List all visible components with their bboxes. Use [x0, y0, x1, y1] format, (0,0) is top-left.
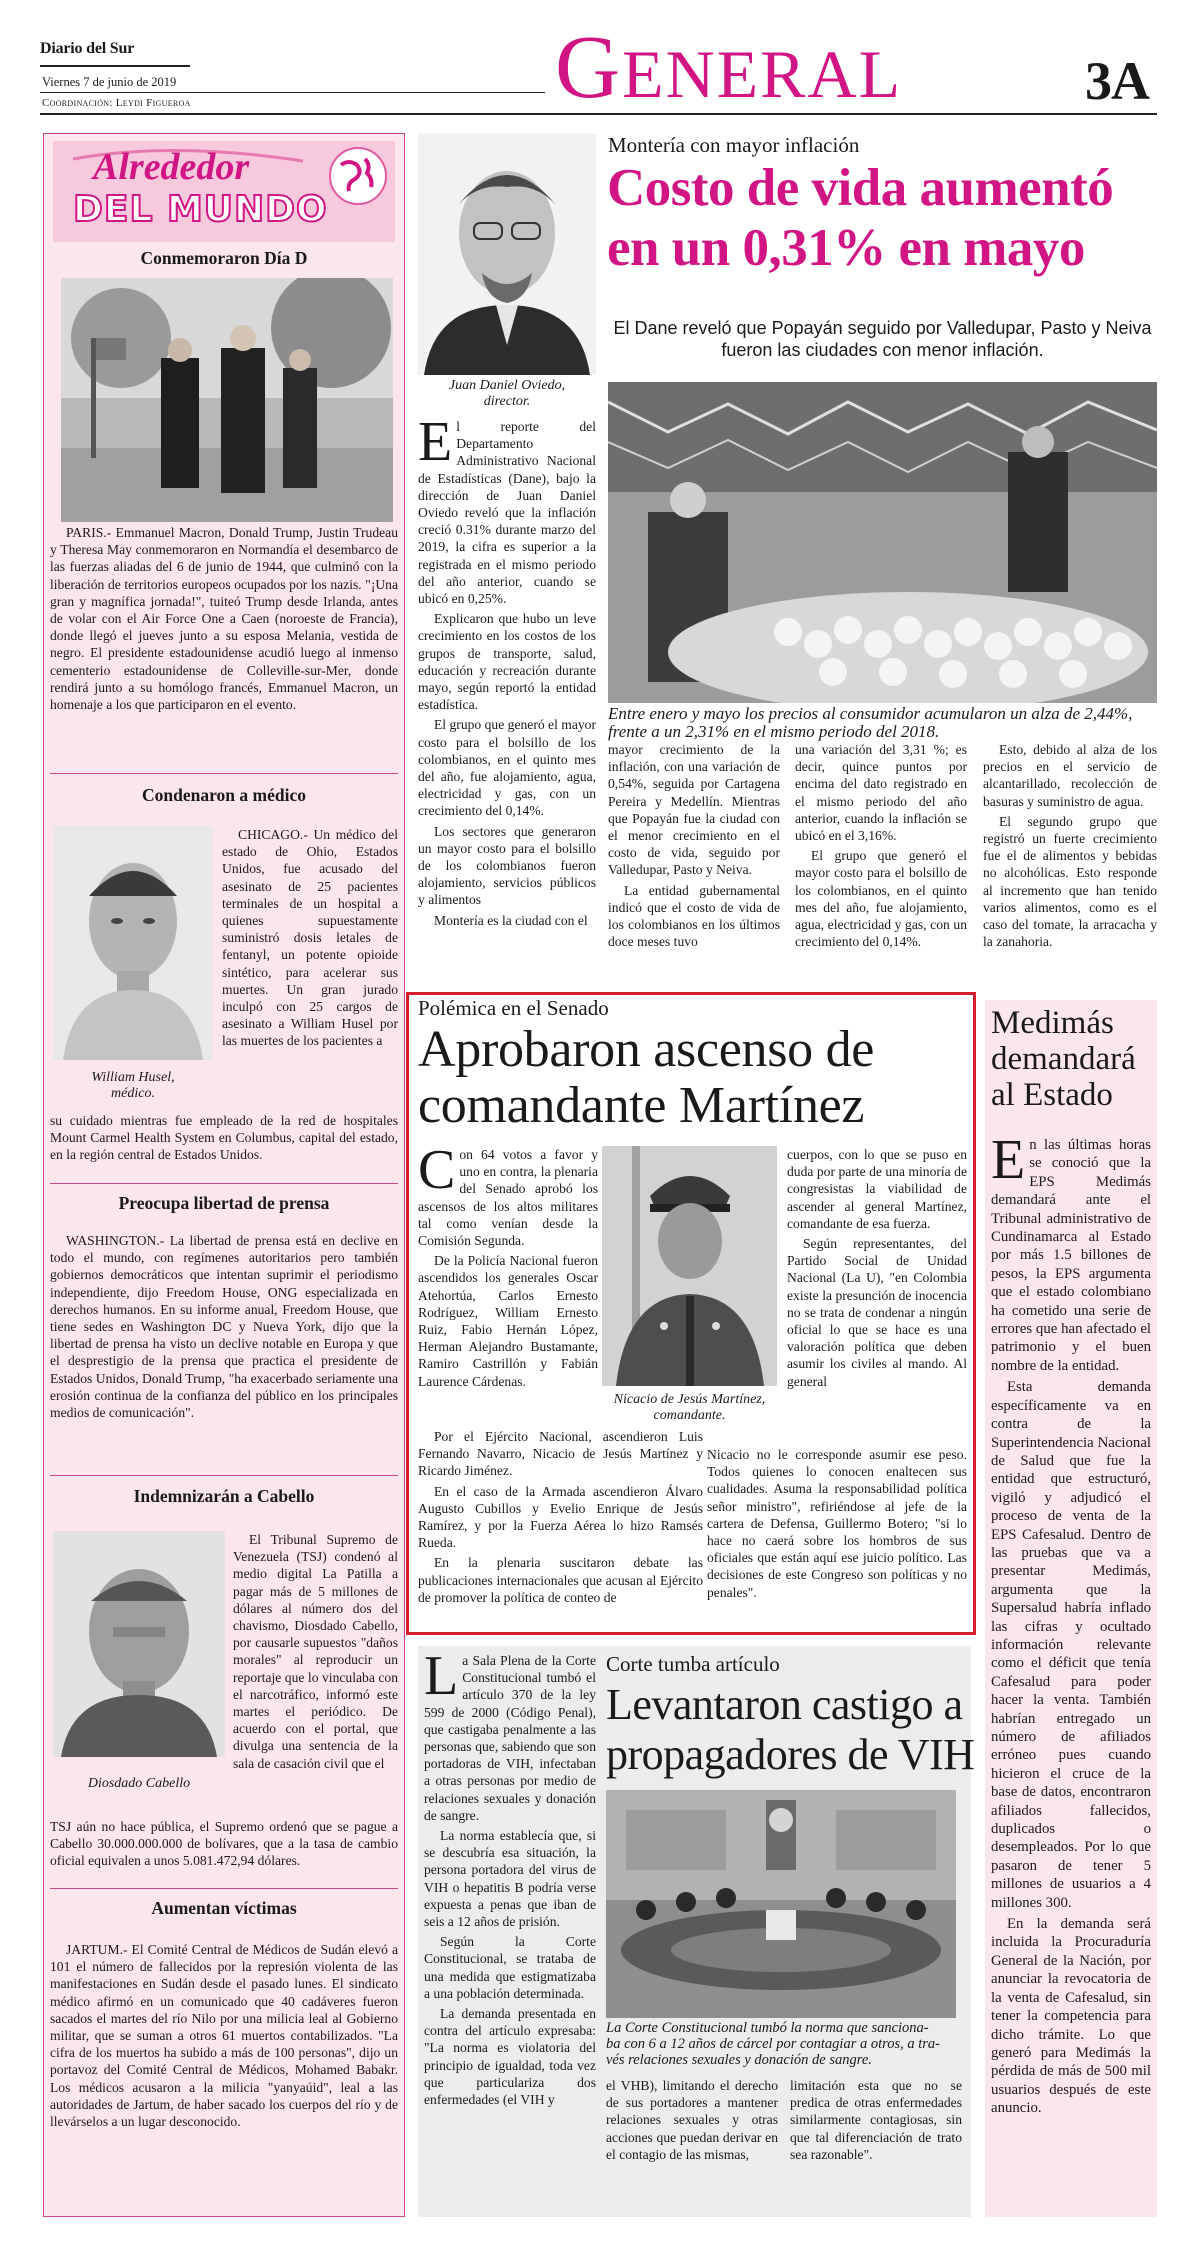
medimas-headline-line3: al Estado	[991, 1077, 1113, 1113]
doctor-photo	[53, 826, 213, 1060]
lead-col3-p2: El grupo que generó el mayor costo para el bolsillo de los colombianos, en el quinto mes del año, fue alojamiento, agua, electricidad y gas, con un crecimiento del 0,14%.	[795, 848, 967, 950]
sidebar-divider	[50, 1183, 398, 1184]
market-photo	[608, 382, 1157, 703]
section-heading-doctor: Condenaron a médico	[142, 785, 306, 805]
vih-col1-p3: Según la Corte Constitucional, se trataba de una medida que estigmatizaba a una población determinada.	[424, 1934, 596, 2001]
section-title-initial: G	[555, 18, 622, 117]
medimas-headline-line1: Medimás	[991, 1005, 1114, 1041]
medimas-dropcap: E	[991, 1129, 1026, 1191]
lead-col-4	[983, 741, 1157, 953]
masthead-name: Diario del Sur	[40, 40, 135, 57]
lead-deck	[608, 317, 1157, 361]
senate-headline-line1: Aprobaron ascenso de	[418, 1021, 875, 1078]
medimas-headline	[991, 1005, 1136, 1113]
director-caption	[418, 378, 596, 410]
vih-headline	[606, 1680, 974, 1780]
general-photo	[602, 1146, 777, 1386]
market-caption-line1: Entre enero y mayo los precios al consumidor acumularon un alza de 2,44%,	[608, 704, 1133, 723]
senate-col3-p2: Según representantes, del Partido Social de Unidad Nacional (La U), "en Colombia existe la presunción de inocencia no se trata de condenar a ningún oficial lo que se hace es una valoración política que deben asumir los civiles al mando. Al general	[787, 1236, 967, 1389]
court-caption-line2: ba con 6 a 12 años de cárcel por contagiar a otros, a tra-	[606, 2036, 941, 2052]
cabello-body-full: TSJ aún no hace pública, el Supremo ordenó que se pague a Cabello 30.000.000.000 de bolívares, que a la tasa de cambio oficial equivalen a unos 5.081.472,94 dólares.	[50, 1819, 398, 1869]
doctor-article-side	[222, 826, 398, 1053]
senate-col-1-wide	[418, 1428, 703, 1609]
lead-col-3	[795, 741, 967, 953]
section-heading-cabello: Indemnizarán a Cabello	[133, 1486, 315, 1506]
sidebar-divider	[50, 1888, 398, 1889]
sidebar-divider	[50, 1475, 398, 1476]
lead-col2-p1: mayor crecimiento de la inflación, con una variación de 0,54%, seguida por Cartagena Pereira y Medellín. Mientras que Popayán fue la ciudad con el menor crecimiento en el costo de vida, seguido por Valledupar, Pasto y Neiva.	[608, 742, 780, 878]
masthead-rule	[40, 65, 190, 67]
senate-col2-p1: Nicacio no le corresponde asumir ese peso. Todos quienes lo conocen enaltecen sus cualidades. Asuma la responsabilidad política señor ministro", refiriéndose al jefe de la cartera de Defensa, Guillermo Botero; "si lo hace no caerá sobre los hombros de sus oficiales que están aquí ese juicio político. Las decisiones de este Congreso son políticas y no penales".	[707, 1447, 967, 1600]
cabello-photo-caption: Diosdado Cabello	[87, 1776, 191, 1791]
senate-col-3	[787, 1146, 967, 1393]
vih-dropcap: L	[424, 1645, 459, 1707]
court-photo	[606, 1790, 956, 2018]
lead-col1-p4: Los sectores que generaron un mayor costo para el bolsillo de los colombianos fueron alojamiento, servicios públicos y alimentos	[418, 823, 596, 908]
senate-col1-p1: on 64 votos a favor y uno en contra, la plenaria del Senado aprobó los ascensos de los altos militares tal como venían desde la Comisión Segunda.	[418, 1147, 598, 1249]
senate-col1-p5: En la plenaria suscitaron debate las publicaciones internacionales que acusan al Ejército de promover la política de conteo de	[418, 1555, 703, 1605]
director-caption-role: director.	[483, 394, 531, 409]
lead-headline	[607, 158, 1113, 278]
vih-headline-line1: Levantaron castigo a	[606, 1680, 963, 1729]
lead-col3-p1: una variación del 3,31 %; es decir, quince puntos por encima del dato registrado en el mismo periodo del año anterior, cuando la inflación se ubicó en el 3,16%.	[795, 742, 967, 844]
lead-dropcap: E	[418, 411, 453, 473]
general-photo-caption	[602, 1392, 777, 1424]
sudan-body: JARTUM.- El Comité Central de Médicos de Sudán elevó a 101 el número de fallecidos por la represión violenta de las manifestaciones en Sudán desde el pasado lunes. El sindicato médico afirmó en un comunicado que 40 cadáveres fueron sacados el martes del río Nilo por una milicia leal al Gobierno militar, que se suman a otros 61 muertos contabilizados. "La cifra de los muertos ha subido a más de 100 personas", dijo un portavoz del Comité Central de Médicos, Mohamed Babakr. Los médicos acusaron a la milicia "yanyaúid", leal a las autoridades de Jartum, de haber sacado los cuerpos del río y de llevárselos a un lugar desconocido.	[50, 1942, 398, 2130]
section-title	[555, 18, 903, 117]
senate-headline-line2: comandante Martínez	[418, 1077, 865, 1134]
vih-col-3	[790, 2077, 962, 2166]
dday-article	[50, 524, 398, 716]
court-photo-caption	[606, 2020, 962, 2068]
vih-kicker: Corte tumba artículo	[606, 1652, 780, 1676]
vih-col3-p1: limitación esta que no se predica de otras enfermedades similarmente contagiosas, sin que tal diferenciación de trato sea razonable".	[790, 2078, 962, 2162]
banner-bottom-text: DEL MUNDO	[73, 189, 328, 230]
general-caption-role: comandante.	[653, 1408, 726, 1423]
banner-top-text: Alrededor	[93, 146, 250, 188]
general-caption-name: Nicacio de Jesús Martínez,	[613, 1392, 766, 1407]
lead-deck-line1: El Dane reveló que Popayán seguido por Valledupar, Pasto y Neiva	[613, 318, 1152, 338]
section-heading-sudan: Aumentan víctimas	[151, 1898, 297, 1918]
cabello-photo	[53, 1531, 225, 1757]
doctor-article-full	[50, 1112, 398, 1167]
senate-kicker: Polémica en el Senado	[418, 996, 609, 1020]
issue-date: Viernes 7 de junio de 2019	[42, 75, 177, 89]
lead-col4-p2: El segundo grupo que registró un fuerte crecimiento fue el de alimentos y bebidas no alcohólicas. Esto responde al incremento que han tenido varios alimentos, como es el caso del tomate, la arracacha y la zanahoria.	[983, 813, 1157, 950]
vih-col1-p1: a Sala Plena de la Corte Constitucional tumbó el artículo 370 de la ley 599 de 2000 (Código Penal), que castigaba penalmente a las personas que, sabiendo que son portadoras de VIH, infectaban a otras personas por medio de relaciones sexuales y donación de sangre.	[424, 1653, 596, 1823]
lead-kicker: Montería con mayor inflación	[608, 133, 860, 157]
sidebar-divider	[50, 773, 398, 774]
market-caption-line2: frente a un 2,31% en el mismo periodo del 2018.	[608, 722, 940, 741]
senate-col1-p2: De la Policía Nacional fueron ascendidos los generales Oscar Atehortúa, Carlos Ernesto Rodríguez, William Ernesto Ruiz, Fabio Hernán López, Herman Alejandro Bustamante, Ramiro Castrillón y Fabián Laurence Cárdenas.	[418, 1253, 598, 1389]
medimas-p1: n las últimas horas se conoció que la EPS Medimás demandará ante el Tribunal administrativo de Cundinamarca al Estado por más 1.5 billones de pesos, la EPS argumenta que el estado colombiano ha cometido una serie de errores que han afectado el patrimonio y el buen nombre de la entidad.	[991, 1137, 1151, 1374]
dday-photo	[61, 278, 393, 522]
court-caption-line1: La Corte Constitucional tumbó la norma que sanciona-	[606, 2020, 929, 2036]
market-photo-caption	[608, 705, 1157, 741]
medimas-article	[991, 1129, 1151, 2121]
senate-dropcap: C	[418, 1139, 456, 1201]
senate-col-1	[418, 1139, 598, 1393]
lead-deck-line2: fueron las ciudades con menor inflación.	[721, 340, 1044, 360]
medimas-headline-line2: demandará	[991, 1041, 1136, 1077]
court-caption-line3: vés relaciones sexuales y donación de sangre.	[606, 2052, 872, 2068]
lead-col4-p1: Esto, debido al alza de los precios en el servicio de alcantarillado, recolección de basuras y suministro de agua.	[983, 742, 1157, 809]
lead-headline-line1: Costo de vida aumentó	[607, 159, 1114, 217]
section-heading-dday: Conmemoraron Día D	[140, 248, 308, 268]
vih-col1-p4: La demanda presentada en contra del artículo expresaba: "La norma es violatoria del principio de igualdad, toda vez que particulariza dos enfermedades (el VIH y	[424, 2006, 596, 2108]
director-portrait	[418, 133, 596, 375]
press-article	[50, 1232, 398, 1424]
lead-col-1	[418, 411, 596, 932]
press-body: WASHINGTON.- La libertad de prensa está en declive en todo el mundo, con regímenes autoritarios pero también gobiernos democráticos que intentan suprimir el periodismo independiente, dijo Freedom House, ONG especializada en derechos humanos. En su informe anual, Freedom House, que tiene sedes en Washington DC y Nueva York, dijo que la libertad de prensa ha visto un declive notable en Europa y que el desprestigio de la prensa que practica el presidente de Estados Unidos, Donald Trump, "ha exacerbado seriamente una erosión continua de la confianza del público en los principales medios de comunicación".	[50, 1233, 398, 1421]
lead-headline-line2: en un 0,31% en mayo	[607, 219, 1085, 277]
vih-headline-line2: propagadores de VIH	[606, 1730, 975, 1779]
section-heading-press: Preocupa libertad de prensa	[118, 1193, 330, 1213]
senate-col1-p4: En el caso de la Armada ascendieron Álvaro Augusto Cubillos y Evelio Enrique de Jesús Ramírez, y por la Fuerza Aérea lo hizo Ramsés Rueda.	[418, 1483, 703, 1551]
sudan-article	[50, 1941, 398, 2133]
world-news-banner	[53, 141, 395, 242]
senate-headline	[418, 1022, 874, 1134]
senate-col3-p1: cuerpos, con lo que se puso en duda por parte de una minoría de congresistas la viabilidad de ascender al general Martínez, comandante de esa fuerza.	[787, 1147, 967, 1231]
lead-col-2	[608, 741, 780, 953]
vih-col-2	[606, 2077, 778, 2166]
medimas-p2: Esta demanda específicamente va en contra de la Superintendencia Nacional de Salud que fue la entidad que estructuró, vigiló y adjudicó el proceso de venta de la EPS Cafesalud. Dentro de las pruebas que va a presentar Medimás, argumenta que la Supersalud habría inflado las cifras y ocultado información relevante como el déficit que tenía Cafesalud para poder hacer la venta. También habrían entregado un número de afiliados erróneo pues cuando hicieron el cruce de la base de datos, encontraron afiliados fallecidos, duplicados o desempleados. Por lo que pasaron de tener 5 millones de usuarios a 4 millones 300.	[991, 1379, 1151, 1911]
lead-col1-p5: Montería es la ciudad con el	[434, 912, 588, 928]
vih-col1-p2: La norma establecía que, si se descubría esa situación, la persona portadora del virus de VIH o hepatitis B podría verse expuesta a penas que iban de seis a 12 años de prisión.	[424, 1828, 596, 1930]
senate-col1-p3: Por el Ejército Nacional, ascendieron Luis Fernando Navarro, Nicacio de Jesús Martínez y Ricardo Jiménez.	[418, 1429, 703, 1479]
page-number: 3A	[1085, 51, 1149, 111]
cabello-article-side	[233, 1531, 398, 1775]
cabello-body-side: El Tribunal Supremo de Venezuela (TSJ) condenó al medio digital La Patilla a pagar más de 5 millones de dólares al número dos del chavismo, Diosdado Cabello, por causarle supuestos "daños morales" al reproducir un reportaje que lo vinculaba con el narcotráfico, informó este martes el periódico. De acuerdo con el portal, que divulga una sentencia de la sala de casación civil que el	[233, 1532, 398, 1771]
medimas-p3: En la demanda será incluida la Procuraduría General de la Nación, por anunciar la revocatoria de la venta de Cafesalud, sin tener la competencia para dicho trámite. Lo que generó para Medimás la pérdida de más de 500 mil usuarios después de este anuncio.	[991, 1916, 1151, 2117]
senate-col-2	[707, 1446, 967, 1604]
vih-col2-p1: el VHB), limitando el derecho de sus portadores a mantener relaciones sexuales y otras acciones que puedan derivar en el contagio de las mismas,	[606, 2078, 778, 2162]
lead-col1-p2: Explicaron que hubo un leve crecimiento en los costos de los grupos de transporte, salud, educación y recreación durante mayo, según reportó la entidad estadística.	[418, 611, 596, 713]
vih-col-1	[424, 1645, 596, 2111]
header-rule-1	[40, 92, 545, 93]
coordination-credit: Coordinación: Leydi Figueroa	[42, 97, 191, 109]
doctor-caption-name: William Husel,	[91, 1070, 175, 1085]
doctor-caption-role: médico.	[111, 1086, 155, 1101]
dday-body: PARIS.- Emmanuel Macron, Donald Trump, Justin Trudeau y Theresa May conmemoraron en Normandía el desembarco de las fuerzas aliadas del 6 de junio de 1944, que culminó con la liberación de territorios europeos ocupados por los nazis. "¡Una gran y magnífica jornada!", tuiteó Trump desde Irlanda, antes de volar con el Air Force One a Caen (noroeste de Francia), donde llegó el jueves junto a su esposa Melania, vestida de negro. El presidente estadounidense acudió luego al inmenso cementerio estadounidense de Colleville-sur-Mer, donde rendirá junto a su homólogo francés, Emmanuel Macron, un homenaje a los que participaron en el evento.	[50, 525, 398, 713]
doctor-body-full: su cuidado mientras fue empleado de la red de hospitales Mount Carmel Health System en Columbus, capital del estado, en la región central de Estados Unidos.	[50, 1113, 398, 1163]
lead-col2-p2: La entidad gubernamental indicó que el costo de vida de los colombianos en los últimos doce meses tuvo	[608, 882, 780, 950]
doctor-body-side: CHICAGO.- Un médico del estado de Ohio, Estados Unidos, fue acusado del asesinato de 25 pacientes terminales de un hospital a quienes supuestamente suministró dosis letales de fentanyl, un potente opioide sintético, para acelerar sus muertes. Un gran jurado inculpó con 25 cargos de asesinato a William Husel por las muertes de los pacientes a	[222, 827, 398, 1049]
section-title-rest: ENERAL	[622, 36, 903, 112]
doctor-photo-caption	[53, 1070, 213, 1102]
cabello-article-full	[50, 1818, 398, 1873]
director-caption-name: Juan Daniel Oviedo,	[448, 378, 566, 393]
lead-col1-p1: l reporte del Departamento Administrativo Nacional de Estadísticas (Dane), bajo la dirección de Juan Daniel Oviedo reveló que la inflación creció 0.31% durante marzo del 2019, la cifra es superior a la registrada en el mismo periodo del año anterior, cuando se ubicó en 0,25%.	[418, 419, 596, 607]
lead-col1-p3: El grupo que generó el mayor costo para el bolsillo de los colombianos, en el quinto mes del año, fue alojamiento, agua, electricidad y gas, con un crecimiento del 0,14%.	[418, 717, 596, 819]
